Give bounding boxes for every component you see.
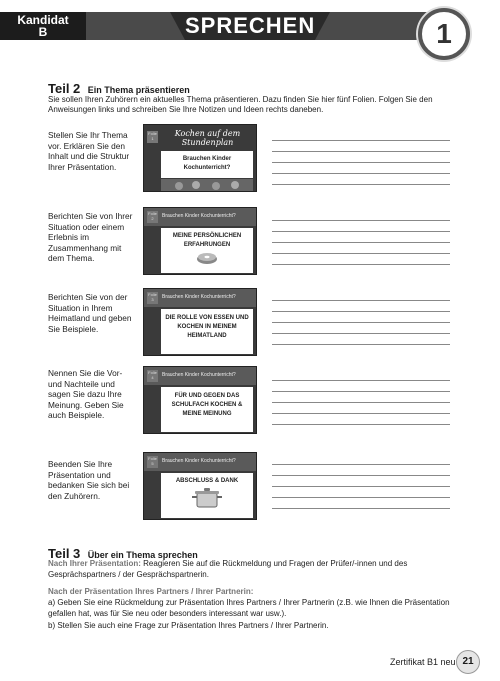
section-number: 1: [418, 8, 470, 60]
slide-badge: Folie 1: [148, 131, 157, 141]
slide-header: Kochen auf dem Stundenplan: [174, 129, 241, 147]
kandidat-label: Kandidat: [17, 13, 69, 27]
instruction-3: Berichten Sie von der Situation in Ihrem Heimatland und geben Sie Beispiele.: [48, 292, 132, 334]
notes-lines-2[interactable]: [272, 210, 450, 265]
slide-top-bar: [144, 289, 256, 307]
teil3-item-b: b) Stellen Sie auch eine Frage zur Präsentation Ihres Partners / Ihrer Partnerin.: [48, 621, 329, 630]
slide-5: [143, 452, 257, 520]
slide-badge: Folie 5: [148, 456, 157, 466]
instruction-1: Stellen Sie Ihr Thema vor. Erklären Sie den Inhalt und die Struktur Ihrer Präsentation.: [48, 130, 130, 172]
slide-2: [143, 207, 257, 275]
header-tab-left: [170, 12, 185, 40]
slide-4: [143, 366, 257, 434]
slide-3: [143, 288, 257, 356]
slide-badge: Folie 2: [148, 211, 157, 221]
slide-text: ABSCHLUSS & DANK: [175, 478, 239, 484]
slide-text: Brauchen Kinder Kochunterricht?: [182, 156, 232, 171]
slide-text: MEINE PERSÖNLICHEN ERFAHRUNGEN: [172, 233, 242, 248]
slide-body: [161, 309, 253, 354]
teil3-p1-text: Reagieren Sie auf die Rückmeldung und Fragen der Prüfer/-innen und des Gesprächspartners / der Gesprächspartnerin.: [48, 559, 408, 579]
teil3-p1-lead: Nach Ihrer Präsentation:: [48, 559, 141, 568]
slide-header: Brauchen Kinder Kochunterricht?: [162, 458, 236, 464]
cooking-pot-icon: [192, 487, 222, 509]
slide-body: [161, 473, 253, 518]
slide-header: Brauchen Kinder Kochunterricht?: [162, 372, 236, 378]
notes-lines-5[interactable]: [272, 454, 450, 509]
teil3-p2-lead: Nach der Präsentation Ihres Partners / Ihrer Partnerin:: [48, 587, 254, 596]
instruction-2: Berichten Sie von Ihrer Situation oder einem Erlebnis im Zusammenhang mit dem Thema.: [48, 211, 133, 263]
slide-top-bar: [144, 208, 256, 226]
notes-lines-4[interactable]: [272, 370, 450, 425]
slide-header: Brauchen Kinder Kochunterricht?: [162, 294, 236, 300]
teil2-subtitle: Ein Thema präsentieren: [87, 85, 190, 95]
slide-header: Brauchen Kinder Kochunterricht?: [162, 213, 236, 219]
slide-top-bar: [144, 453, 256, 471]
page-number: 21: [456, 650, 480, 674]
children-photo: [161, 179, 253, 191]
slide-text: FÜR UND GEGEN DAS SCHULFACH KOCHEN & MEINE MEINUNG: [171, 393, 243, 417]
slide-text: DIE ROLLE VON ESSEN UND KOCHEN IN MEINEM HEIMATLAND: [165, 315, 249, 339]
teil3-paragraph-1: [48, 559, 468, 580]
slide-badge: Folie 3: [148, 292, 157, 302]
slide-body: [161, 228, 253, 273]
teil3-label: Teil 3: [48, 546, 81, 561]
header-tab-right: [315, 12, 330, 40]
instruction-5: Beenden Sie Ihre Präsentation und bedanken Sie sich bei den Zuhörern.: [48, 459, 130, 501]
section-title: SPRECHEN: [185, 13, 316, 38]
slide-1: [143, 124, 257, 192]
instruction-4: Nennen Sie die Vor- und Nachteile und sagen Sie dazu Ihre Meinung. Geben Sie auch Beispiele.: [48, 368, 124, 420]
kandidat-badge: [0, 12, 86, 40]
footer-title: Zertifikat B1 neu: [390, 657, 456, 667]
notes-lines-3[interactable]: [272, 290, 450, 345]
teil3-item-a: a) Geben Sie eine Rückmeldung zur Präsentation Ihres Partners / Ihrer Partnerin (z.B. wie Ihnen die Präsentation gefallen hat, was für Sie neu oder besonders interessant war usw.).: [48, 598, 450, 618]
slide-top-bar: [144, 367, 256, 385]
kandidat-letter: B: [38, 25, 48, 39]
teil3-subtitle: Über ein Thema sprechen: [87, 550, 198, 560]
slide-body: [161, 151, 253, 178]
teil2-intro: Sie sollen Ihren Zuhörern ein aktuelles Thema präsentieren. Dazu finden Sie hier fünf Folien. Folgen Sie den Anweisungen links und schreiben Sie Ihre Notizen und Ideen rechts daneben.: [48, 95, 433, 114]
slide-body: [161, 387, 253, 432]
slide-badge: Folie 4: [148, 370, 157, 380]
teil2-label: Teil 2: [48, 81, 81, 96]
cake-pan-icon: [196, 251, 218, 265]
notes-lines-1[interactable]: [272, 130, 450, 185]
